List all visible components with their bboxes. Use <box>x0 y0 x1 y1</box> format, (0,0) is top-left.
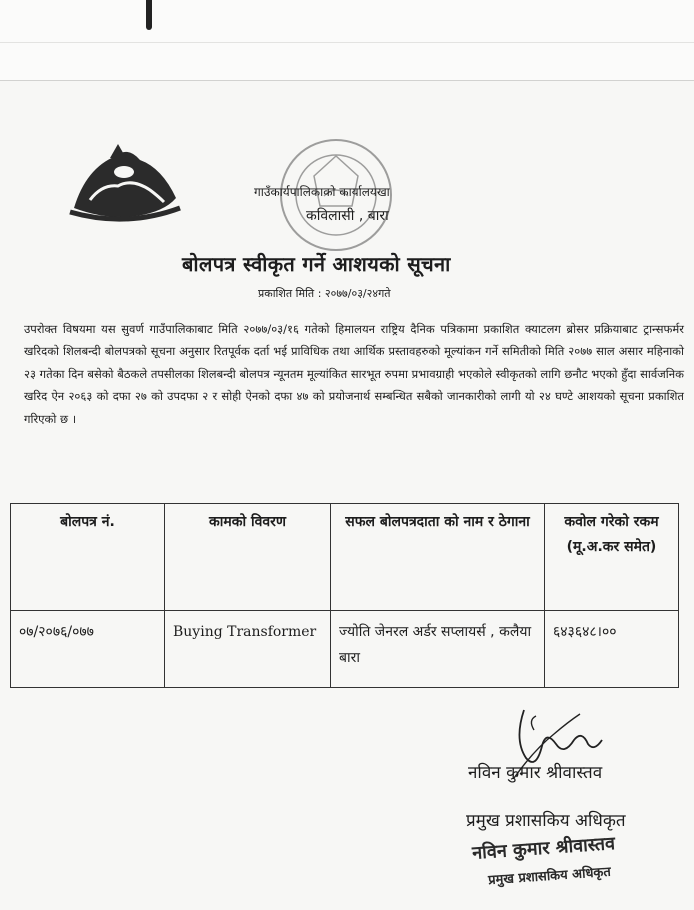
header-work-description: कामको विवरण <box>165 504 331 611</box>
cell-work-description: Buying Transformer <box>165 611 331 688</box>
header-amount: कवोल गरेको रकम (मू.अ.कर समेत) <box>545 504 679 611</box>
office-name: गाउँकार्यपालिकाको कार्यालयखा <box>254 185 390 199</box>
scan-artifact <box>146 0 152 30</box>
scan-edge <box>0 0 694 81</box>
signatory-name: नविन कुमार श्रीवास्तव <box>468 763 603 783</box>
notice-title: बोलपत्र स्वीकृत गर्ने आशयको सूचना <box>182 252 451 276</box>
stamp-name: नविन कुमार श्रीवास्तव <box>471 833 616 864</box>
bid-table <box>10 503 679 688</box>
signatory-title: प्रमुख प्रशासकिय अधिकृत <box>466 811 626 831</box>
office-location: कविलासी , बारा <box>306 208 389 224</box>
cell-amount: ६४३६४८।०० <box>545 611 679 688</box>
cell-bid-number: ०७/२०७६/०७७ <box>11 611 165 688</box>
nepal-emblem-icon <box>66 138 184 222</box>
scan-fold-line <box>0 42 694 43</box>
notice-body: उपरोक्त विषयमा यस सुवर्ण गाउँपालिकाबाट मिति २०७७/०३/१६ गतेको हिमालयन राष्ट्रिय दैनिक पत्रिकामा प्रकाशित क्याटलग ब्रोसर प्रक्रियाबाट ट्रान्सफर्मर खरिदको शिलबन्दी बोलपत्रको सूचना अनुसार रितपूर्वक दर्ता भई प्राविधिक तथा आर्थिक प्रस्तावहरुको मूल्यांकन गर्ने समितीको मिति २०७७ साल असार महिनाको २३ गतेका दिन बसेको बैठकले तपसीलका शिलबन्दी बोलपत्र न्यूनतम मूल्यांकित सारभूत रुपमा प्रभावग्राही भएकोले स्वीकृतको लागि छनौट भएको हुँदा सार्वजनिक खरिद ऐन २०६३ को दफा २७ को उपदफा २ र सोही ऐनको दफा ४७ को प्रयोजनार्थ सम्बन्धित सबैको जानकारीको लागी यो २४ घण्टे आशयको सूचना प्रकाशित गरिएको छ । <box>24 322 684 426</box>
stamp-title: प्रमुख प्रशासकिय अधिकृत <box>487 864 612 889</box>
cell-bidder: ज्योति जेनरल अर्डर सप्लायर्स , कलैया बारा <box>331 611 545 688</box>
published-date: प्रकाशित मिति : २०७७/०३/२४गते <box>258 287 391 300</box>
table-row <box>11 611 679 688</box>
header-bid-number: बोलपत्र नं. <box>11 504 165 611</box>
table-header-row <box>11 504 679 611</box>
header-bidder: सफल बोलपत्रदाता को नाम र ठेगाना <box>331 504 545 611</box>
